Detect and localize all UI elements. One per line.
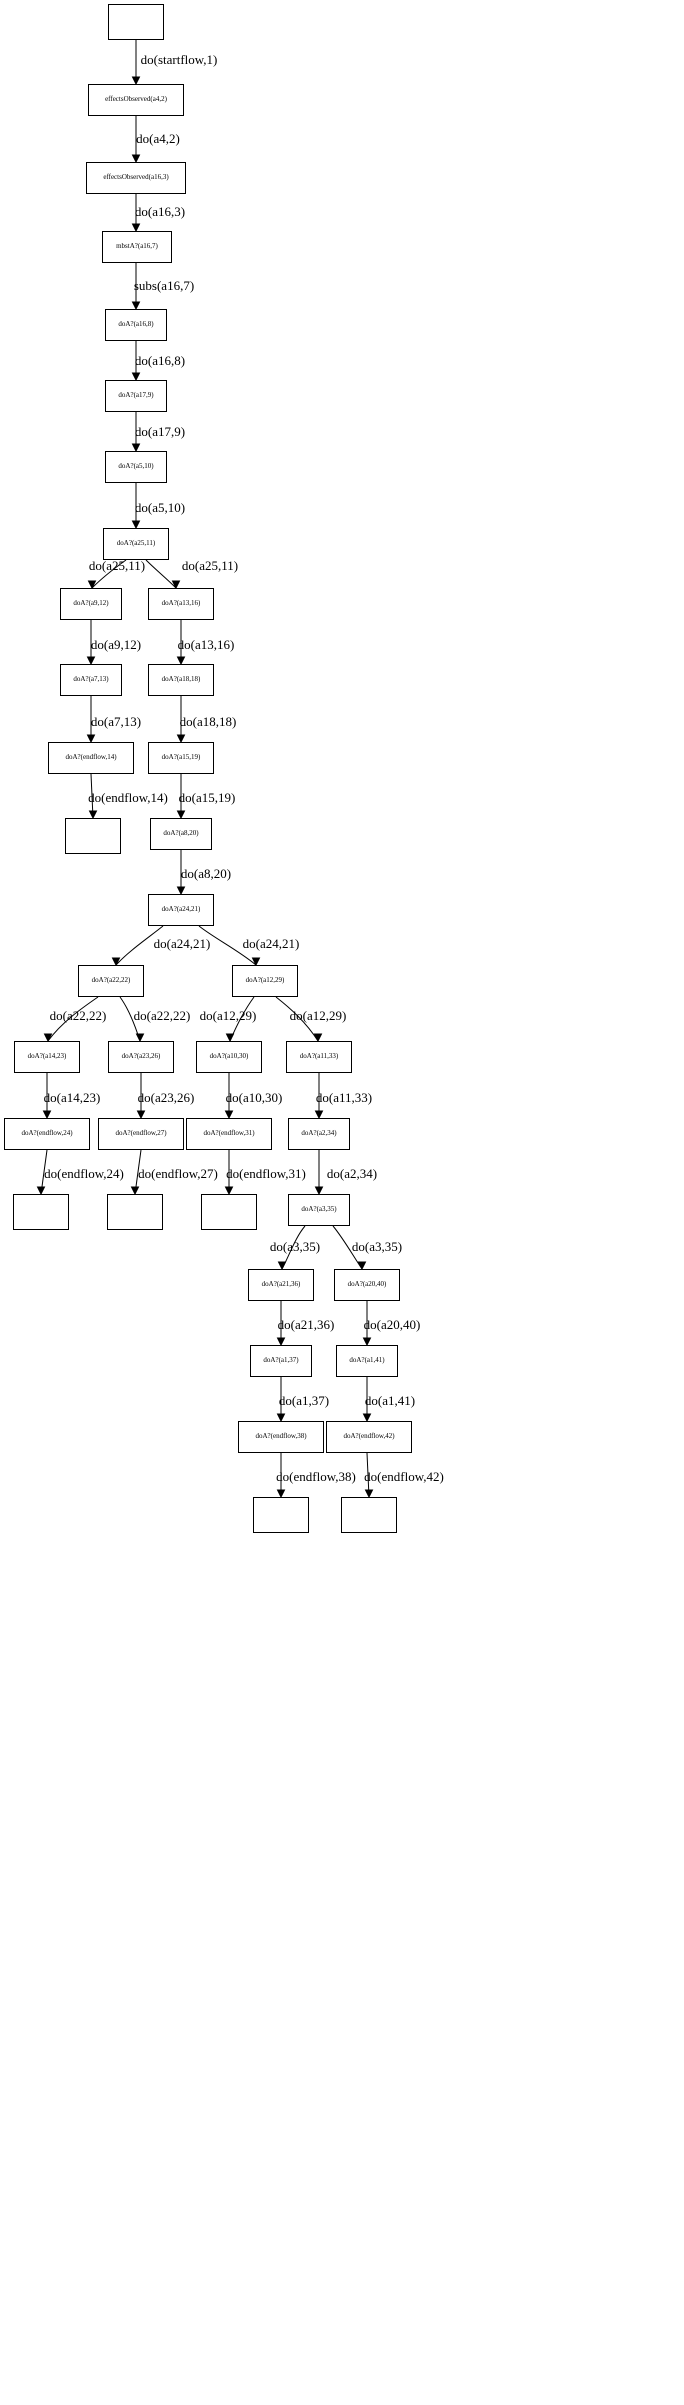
edge-label: do(a3,35) [351,1239,403,1254]
graph-node-n11 [148,664,214,696]
graph-node-n2 [86,162,186,194]
graph-edge-arrowhead [44,1111,51,1118]
graph-node-empty-n14 [65,818,121,854]
node-label: doA?(a12,29) [245,976,285,985]
node-label: doA?(a1,41) [349,1356,385,1365]
graph-edge-arrowhead [226,1187,233,1194]
edge-label: do(a8,20) [180,866,232,881]
node-label: doA?(a2,34) [301,1129,337,1138]
graph-edge-arrowhead [178,735,185,742]
graph-node-n19 [14,1041,80,1073]
node-label: doA?(a20,40) [347,1280,387,1289]
edge-label: do(endflow,38) [276,1469,356,1484]
graph-edge-arrowhead [178,657,185,664]
node-label: doA?(a1,37) [263,1356,299,1365]
node-label: doA?(a25,11) [116,539,156,548]
edge-label: do(a12,29) [199,1008,257,1023]
node-label: doA?(a23,26) [121,1052,161,1061]
edge-label: do(endflow,24) [44,1166,124,1181]
edge-label: do(a3,35) [269,1239,321,1254]
graph-node-n26 [288,1118,350,1150]
node-label: doA?(a5,10) [118,462,154,471]
graph-edge-arrowhead [278,1490,285,1497]
edge-label: do(a22,22) [133,1008,191,1023]
edge-label: do(startflow,1) [140,52,218,67]
node-label: doA?(a3,35) [301,1205,337,1214]
graph-node-empty-n0 [108,4,164,40]
graph-edge-arrowhead [133,373,140,380]
graph-edge-arrowhead [253,958,260,965]
graph-node-n30 [288,1194,350,1226]
graph-edge-arrowhead [88,735,95,742]
node-label: doA?(a16,8) [118,320,154,329]
node-label: doA?(a11,33) [299,1052,339,1061]
graph-node-n7 [103,528,169,560]
graph-edge-arrowhead [364,1338,371,1345]
graph-node-n3 [102,231,172,263]
edge-label: do(a17,9) [134,424,186,439]
node-label: doA?(a24,21) [161,905,201,914]
graph-edge-arrowhead [133,77,140,84]
edge-label: do(a5,10) [134,500,186,515]
graph-edge-arrowhead [316,1187,323,1194]
graph-edge-arrowhead [90,811,97,818]
node-label: doA?(endflow,14) [65,753,117,762]
graph-edge-arrowhead [138,1111,145,1118]
edge-label: do(a22,22) [49,1008,107,1023]
node-label: doA?(a17,9) [118,391,154,400]
edge-label: do(endflow,31) [226,1166,306,1181]
graph-node-n5 [105,380,167,412]
edge-label: do(a18,18) [179,714,237,729]
graph-edge-arrowhead [278,1338,285,1345]
node-label: doA?(a22,22) [91,976,131,985]
edge-label: do(a1,41) [364,1393,416,1408]
edge-label: do(a7,13) [90,714,142,729]
graph-edge-arrowhead [178,811,185,818]
edge-label: do(a24,21) [153,936,211,951]
node-label: doA?(a10,30) [209,1052,249,1061]
edge-label: do(a16,3) [134,204,186,219]
node-label: doA?(a9,12) [73,599,109,608]
edge-label: do(a15,19) [178,790,236,805]
node-label: doA?(endflow,31) [203,1129,255,1138]
node-label: doA?(a21,36) [261,1280,301,1289]
graph-node-n9 [148,588,214,620]
edge-label: do(a25,11) [88,558,146,573]
edge-label: do(a23,26) [137,1090,195,1105]
graph-node-n34 [336,1345,398,1377]
graph-edge-arrowhead [133,444,140,451]
graph-node-empty-n28 [107,1194,163,1230]
graph-edge-arrowhead [132,1187,139,1194]
edge-label: do(a2,34) [326,1166,378,1181]
edge-label: do(a11,33) [315,1090,373,1105]
node-label: doA?(a14,23) [27,1052,67,1061]
graph-edge-arrowhead [113,958,120,965]
edge-label: do(a4,2) [136,131,180,146]
graph-edge-arrowhead [133,224,140,231]
edge-label: subs(a16,7) [133,278,195,293]
graph-node-n31 [248,1269,314,1301]
graph-node-empty-n27 [13,1194,69,1230]
edge-label: do(a20,40) [363,1317,421,1332]
node-label: mbstA?(a16,7) [116,242,158,251]
graph-node-n32 [334,1269,400,1301]
graph-edge-arrowhead [173,581,180,588]
graph-node-empty-n38 [341,1497,397,1533]
graph-edge-arrowhead [364,1414,371,1421]
graph-node-n8 [60,588,122,620]
graph-edge-arrowhead [89,581,96,588]
edge-label: do(a10,30) [225,1090,283,1105]
graph-edge-arrowhead [227,1034,234,1041]
graph-node-n18 [232,965,298,997]
node-label: doA?(endflow,27) [115,1129,167,1138]
edge-label: do(endflow,42) [364,1469,444,1484]
edge-label: do(a25,11) [181,558,239,573]
graph-node-n35 [238,1421,324,1453]
graph-edge-arrowhead [38,1187,45,1194]
graph-node-empty-n37 [253,1497,309,1533]
graph-node-n10 [60,664,122,696]
edge-label: do(a21,36) [277,1317,335,1332]
graph-node-n12 [48,742,134,774]
edge-label: do(a1,37) [278,1393,330,1408]
graph-node-n15 [150,818,212,850]
edge-label: do(a16,8) [134,353,186,368]
graph-edge-arrowhead [226,1111,233,1118]
node-label: doA?(a15,19) [161,753,201,762]
node-label: doA?(endflow,24) [21,1129,73,1138]
node-label: effectsObserved(a4,2) [105,95,167,104]
graph-node-n21 [196,1041,262,1073]
graph-edge-arrowhead [133,302,140,309]
edge-label: do(endflow,27) [138,1166,218,1181]
edge-label: do(endflow,14) [88,790,168,805]
graph-node-n33 [250,1345,312,1377]
node-label: doA?(a13,16) [161,599,201,608]
graph-node-n20 [108,1041,174,1073]
graph-node-n17 [78,965,144,997]
graph-edge-arrowhead [137,1034,144,1041]
graph-node-n6 [105,451,167,483]
edge-label: do(a13,16) [177,637,235,652]
graph-node-n1 [88,84,184,116]
graph-node-n23 [4,1118,90,1150]
graph-node-empty-n29 [201,1194,257,1230]
graph-edge-arrowhead [133,155,140,162]
graph-node-n25 [186,1118,272,1150]
graph-node-n24 [98,1118,184,1150]
graph-node-n13 [148,742,214,774]
node-label: doA?(a8,20) [163,829,199,838]
graph-node-n4 [105,309,167,341]
node-label: doA?(a7,13) [73,675,109,684]
graph-edge-arrowhead [366,1490,373,1497]
edge-label: do(a12,29) [289,1008,347,1023]
graph-edge-arrowhead [178,887,185,894]
edge-label: do(a9,12) [90,637,142,652]
graph-node-n16 [148,894,214,926]
graph-edge [146,560,176,588]
graph-node-n36 [326,1421,412,1453]
node-label: effectsObserved(a16,3) [103,173,169,182]
graph-edge-arrowhead [88,657,95,664]
edge-label: do(a14,23) [43,1090,101,1105]
graph-node-n22 [286,1041,352,1073]
graph-edge-arrowhead [316,1111,323,1118]
graph-edge-arrowhead [279,1262,286,1269]
edge-label: do(a24,21) [242,936,300,951]
node-label: doA?(a18,18) [161,675,201,684]
graph-edge-arrowhead [278,1414,285,1421]
graph-edge-arrowhead [133,521,140,528]
node-label: doA?(endflow,42) [343,1432,395,1441]
node-label: doA?(endflow,38) [255,1432,307,1441]
